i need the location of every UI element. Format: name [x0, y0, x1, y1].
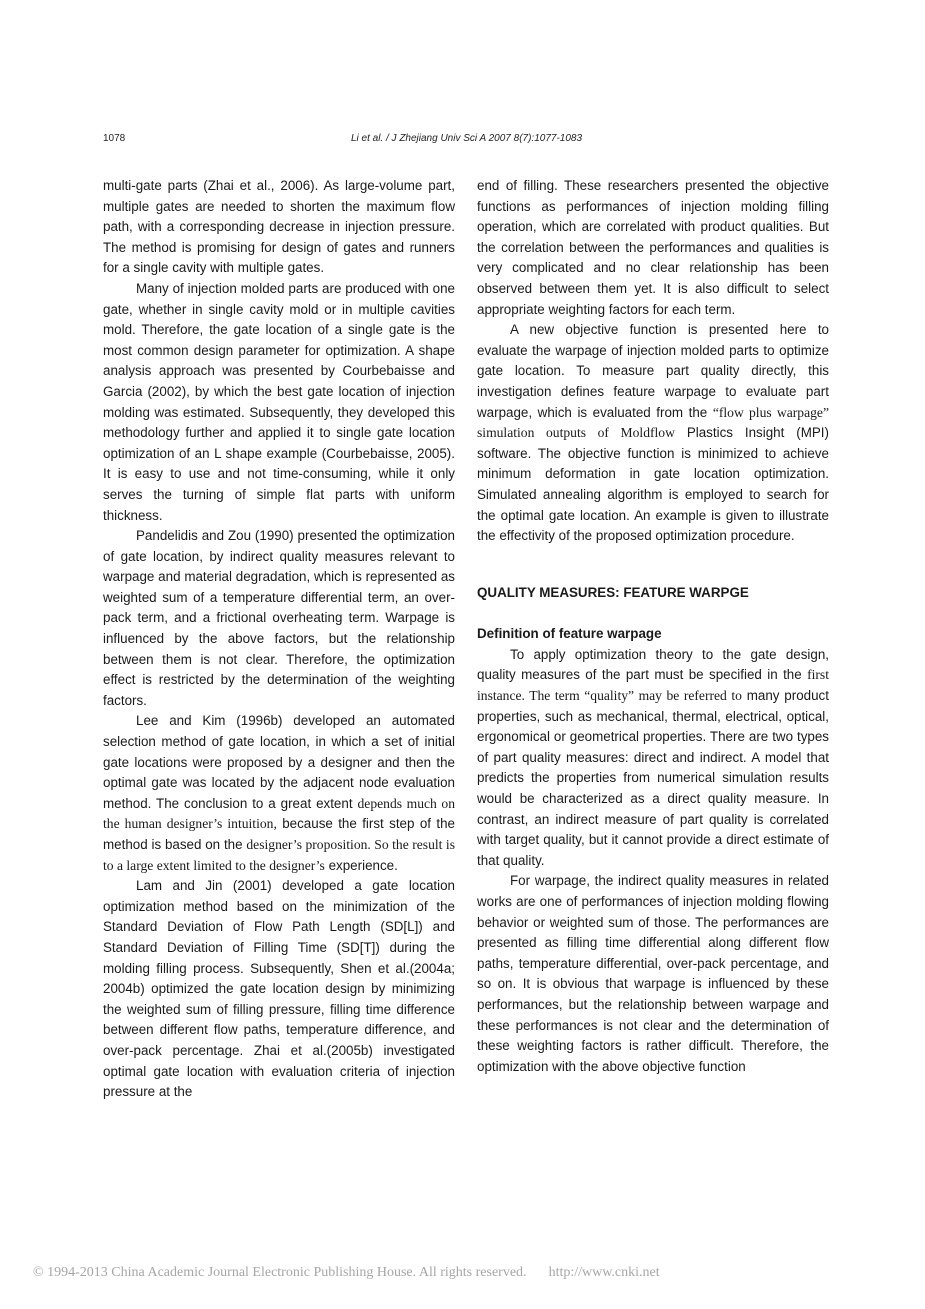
subsection-heading: Definition of feature warpage [477, 626, 662, 642]
paragraph: end of filling. These researchers presented the objective functions as performances of injection molding filling operation, which are correlated with product qualities. But the correlation between the performances and qualities is very complicated and no clear relationship has been observed between them yet. It is also difficult to select appropriate weighting factors for each term. [477, 178, 829, 317]
paragraph-text: experience. [328, 857, 398, 873]
paragraph-text: Plastics Insight (MPI) software. The objective function is minimized to achieve minimum deformation in gate location optimization. Simulated annealing algorithm is employed to search for the optimal gate location. An example is given to illustrate the effectivity of the proposed optimization procedure. [477, 425, 829, 544]
paragraph: For warpage, the indirect quality measures in related works are one of performances of injection molding flowing behavior or weighted sum of those. The performances are presented as filling time differential along different flow paths, temperature differential, over-pack percentage, and so on. It is obvious that warpage is influenced by these performances, but the relationship between warpage and these performances is not clear and the determination of these weighting factors is rather difficult. Therefore, the optimization with the above objective function [477, 873, 829, 1074]
paragraph-text: designer’s proposition. So the result is to a large extent limited to the designer’s [103, 837, 455, 873]
page-number: 1078 [103, 133, 126, 144]
paragraph-text: first instance. The term “quality” may be referred to [477, 667, 829, 704]
paragraph-text: depends much on the human designer’s intuition, [103, 795, 455, 832]
journal-citation: Li et al. / J Zhejiang Univ Sci A 2007 8(7):1077-1083 [350, 133, 583, 144]
right-column [477, 176, 829, 1077]
paragraph [477, 320, 829, 547]
paragraph [477, 645, 829, 872]
copyright-text: © 1994-2013 China Academic Journal Electronic Publishing House. All rights reserved. [33, 1265, 527, 1280]
paragraph: Pandelidis and Zou (1990) presented the optimization of gate location, by indirect quality measures relevant to warpage and material degradation, which is represented as weighted sum of a temperature differential term, an over-pack term, and a frictional overheating term. Warpage is influenced by the above factors, but the relationship between them is not clear. Therefore, the optimization effect is restricted by the determination of the weighting factors. [103, 528, 455, 708]
paragraph [103, 711, 455, 876]
paragraph: Many of injection molded parts are produced with one gate, whether in single cavity mold or in multiple cavities mold. Therefore, the gate location of a single gate is the most common design parameter for optimization. A shape analysis approach was presented by Courbebaisse and Garcia (2002), by which the best gate location of injection molding was estimated. Subsequently, they developed this methodology further and applied it to single gate location optimization of an L shape example (Courbebaisse, 2005). It is easy to use and not time-consuming, while it only serves the turning of simple flat parts with uniform thickness. [103, 280, 455, 523]
section-heading: QUALITY MEASURES: FEATURE WARPGE [477, 584, 749, 600]
paragraph: Lam and Jin (2001) developed a gate location optimization method based on the minimization of the Standard Deviation of Flow Path Length (SD[L]) and Standard Deviation of Filling Time (SD[T]) during the molding filling process. Subsequently, Shen et al.(2004a; 2004b) optimized the gate location design by minimizing the weighted sum of filling pressure, filling time difference between different flow paths, temperature difference, and over-pack percentage. Zhai et al.(2005b) investigated optimal gate location with evaluation criteria of injection pressure at the [103, 878, 455, 1100]
paragraph-text: many product properties, such as mechanical, thermal, electrical, optical, ergonomical or geometrical properties. There are two types of part quality measures: direct and indirect. A model that predicts the properties from numerical simulation results would be characterized as a direct quality measure. In contrast, an indirect measure of part quality is correlated with target quality, but it cannot provide a direct estimate of that quality. [477, 688, 829, 868]
left-column [103, 176, 455, 1103]
paragraph-text: because the first step of the method is based on the [103, 816, 455, 852]
copyright-footer [33, 1265, 893, 1281]
paragraph-text: Lee and Kim (1996b) developed an automated selection method of gate location, in which a set of initial gate locations were proposed by a designer and then the optimal gate was located by the adjacent node evaluation method. The conclusion to a great extent [103, 713, 455, 811]
paragraph-text: “flow plus warpage” simulation outputs of Moldflow [477, 404, 829, 441]
footer-url: http://www.cnki.net [548, 1265, 660, 1280]
paragraph: multi-gate parts (Zhai et al., 2006). As large-volume part, multiple gates are needed to shorten the maximum flow path, with a corresponding decrease in injection pressure. The method is promising for design of gates and runners for a single cavity with multiple gates. [103, 178, 455, 276]
paragraph-text: To apply optimization theory to the gate design, quality measures of the part must be specified in the [477, 646, 829, 683]
running-header [103, 133, 830, 149]
paragraph-text: A new objective function is presented here to evaluate the warpage of injection molded parts to optimize gate location. To measure part quality directly, this investigation defines feature warpage to evaluate part warpage, which is evaluated from the [477, 322, 829, 420]
